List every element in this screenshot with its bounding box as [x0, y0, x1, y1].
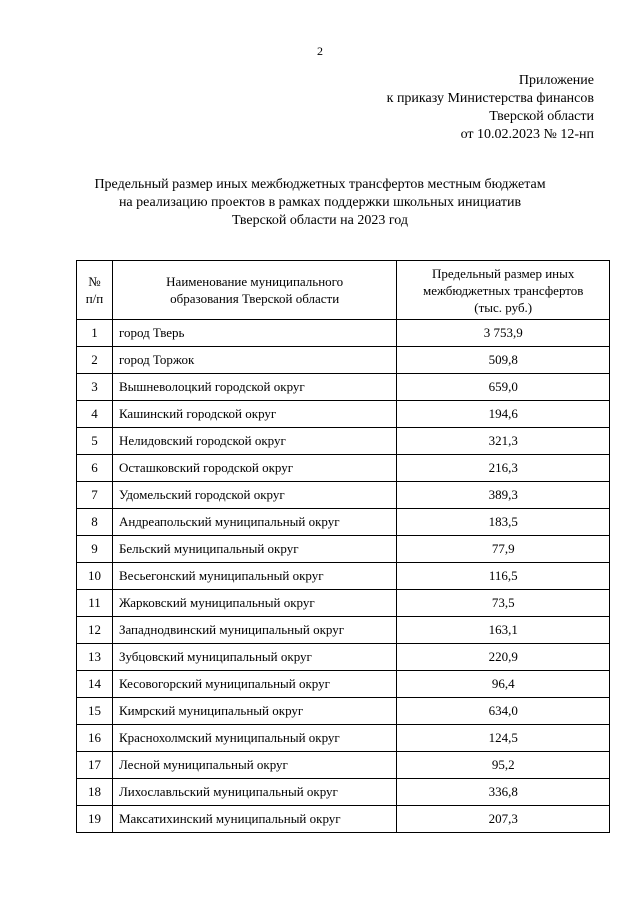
- municipality-name: Андреапольский муниципальный округ: [112, 509, 396, 536]
- limit-value: 194,6: [397, 401, 610, 428]
- table-row: [77, 644, 610, 671]
- header-number-line: п/п: [85, 291, 104, 306]
- municipality-name: Кашинский городской округ: [112, 401, 396, 428]
- header-limit-value: [397, 261, 610, 320]
- table-row: [77, 671, 610, 698]
- table-row: [77, 428, 610, 455]
- header-limit-line: межбюджетных трансфертов: [422, 282, 584, 298]
- title-line: Предельный размер иных межбюджетных трансфертов местным бюджетам: [94, 177, 546, 192]
- municipality-name: Кесовогорский муниципальный округ: [112, 671, 396, 698]
- appendix-line: от 10.02.2023 № 12-нп: [460, 127, 594, 142]
- table-row: [77, 806, 610, 833]
- municipality-name: Удомельский городской округ: [112, 482, 396, 509]
- municipality-name: город Торжок: [112, 347, 396, 374]
- table-row: [77, 752, 610, 779]
- row-number: 18: [77, 779, 113, 806]
- limit-value: 220,9: [397, 644, 610, 671]
- title-line: Тверской области на 2023 год: [231, 213, 408, 228]
- limit-value: 509,8: [397, 347, 610, 374]
- table-row: [77, 617, 610, 644]
- row-number: 11: [77, 590, 113, 617]
- municipality-name: Краснохолмский муниципальный округ: [112, 725, 396, 752]
- table-row: [77, 455, 610, 482]
- header-municipality-line: Наименование муниципального: [166, 274, 344, 289]
- municipality-name: Осташковский городской округ: [112, 455, 396, 482]
- municipality-name: Западнодвинский муниципальный округ: [112, 617, 396, 644]
- row-number: 10: [77, 563, 113, 590]
- row-number: 6: [77, 455, 113, 482]
- row-number: 16: [77, 725, 113, 752]
- limit-value: 207,3: [397, 806, 610, 833]
- limit-value: 163,1: [397, 617, 610, 644]
- municipality-name: Жарковский муниципальный округ: [112, 590, 396, 617]
- table-row: [77, 536, 610, 563]
- limit-value: 124,5: [397, 725, 610, 752]
- row-number: 5: [77, 428, 113, 455]
- municipality-name: Весьегонский муниципальный округ: [112, 563, 396, 590]
- table-row: [77, 725, 610, 752]
- table-row: [77, 509, 610, 536]
- table-row: [77, 779, 610, 806]
- page-number: 2: [317, 44, 323, 58]
- transfers-table: [76, 260, 610, 833]
- header-limit-line: (тыс. руб.): [474, 299, 533, 315]
- header-limit-line: Предельный размер иных: [432, 265, 575, 281]
- table-row: [77, 482, 610, 509]
- limit-value: 389,3: [397, 482, 610, 509]
- header-municipality-line: образования Тверской области: [170, 291, 340, 306]
- row-number: 17: [77, 752, 113, 779]
- table-row: [77, 590, 610, 617]
- appendix-line: Тверской области: [489, 109, 594, 124]
- table-header-row: [77, 261, 610, 320]
- municipality-name: город Тверь: [112, 320, 396, 347]
- limit-value: 95,2: [397, 752, 610, 779]
- limit-value: 3 753,9: [397, 320, 610, 347]
- table-row: [77, 374, 610, 401]
- limit-value: 659,0: [397, 374, 610, 401]
- row-number: 7: [77, 482, 113, 509]
- limit-value: 634,0: [397, 698, 610, 725]
- row-number: 12: [77, 617, 113, 644]
- appendix-line: Приложение: [518, 73, 594, 88]
- municipality-name: Зубцовский муниципальный округ: [112, 644, 396, 671]
- limit-value: 77,9: [397, 536, 610, 563]
- table-body: [77, 320, 610, 833]
- row-number: 4: [77, 401, 113, 428]
- row-number: 14: [77, 671, 113, 698]
- header-number-line: №: [88, 274, 101, 289]
- limit-value: 73,5: [397, 590, 610, 617]
- table-row: [77, 320, 610, 347]
- row-number: 1: [77, 320, 113, 347]
- header-number: [77, 261, 113, 320]
- municipality-name: Кимрский муниципальный округ: [112, 698, 396, 725]
- limit-value: 336,8: [397, 779, 610, 806]
- row-number: 9: [77, 536, 113, 563]
- row-number: 13: [77, 644, 113, 671]
- table-row: [77, 401, 610, 428]
- row-number: 8: [77, 509, 113, 536]
- municipality-name: Лесной муниципальный округ: [112, 752, 396, 779]
- row-number: 3: [77, 374, 113, 401]
- limit-value: 116,5: [397, 563, 610, 590]
- document-title: [0, 176, 640, 230]
- municipality-name: Лихославльский муниципальный округ: [112, 779, 396, 806]
- municipality-name: Вышневолоцкий городской округ: [112, 374, 396, 401]
- municipality-name: Бельский муниципальный округ: [112, 536, 396, 563]
- municipality-name: Нелидовский городской округ: [112, 428, 396, 455]
- limit-value: 183,5: [397, 509, 610, 536]
- row-number: 2: [77, 347, 113, 374]
- appendix-block: [387, 72, 594, 144]
- municipality-name: Максатихинский муниципальный округ: [112, 806, 396, 833]
- row-number: 15: [77, 698, 113, 725]
- appendix-line: к приказу Министерства финансов: [386, 91, 594, 106]
- header-municipality: [112, 261, 396, 320]
- row-number: 19: [77, 806, 113, 833]
- limit-value: 216,3: [397, 455, 610, 482]
- table-row: [77, 563, 610, 590]
- title-line: на реализацию проектов в рамках поддержки школьных инициатив: [118, 195, 522, 210]
- limit-value: 321,3: [397, 428, 610, 455]
- table-row: [77, 698, 610, 725]
- table-row: [77, 347, 610, 374]
- limit-value: 96,4: [397, 671, 610, 698]
